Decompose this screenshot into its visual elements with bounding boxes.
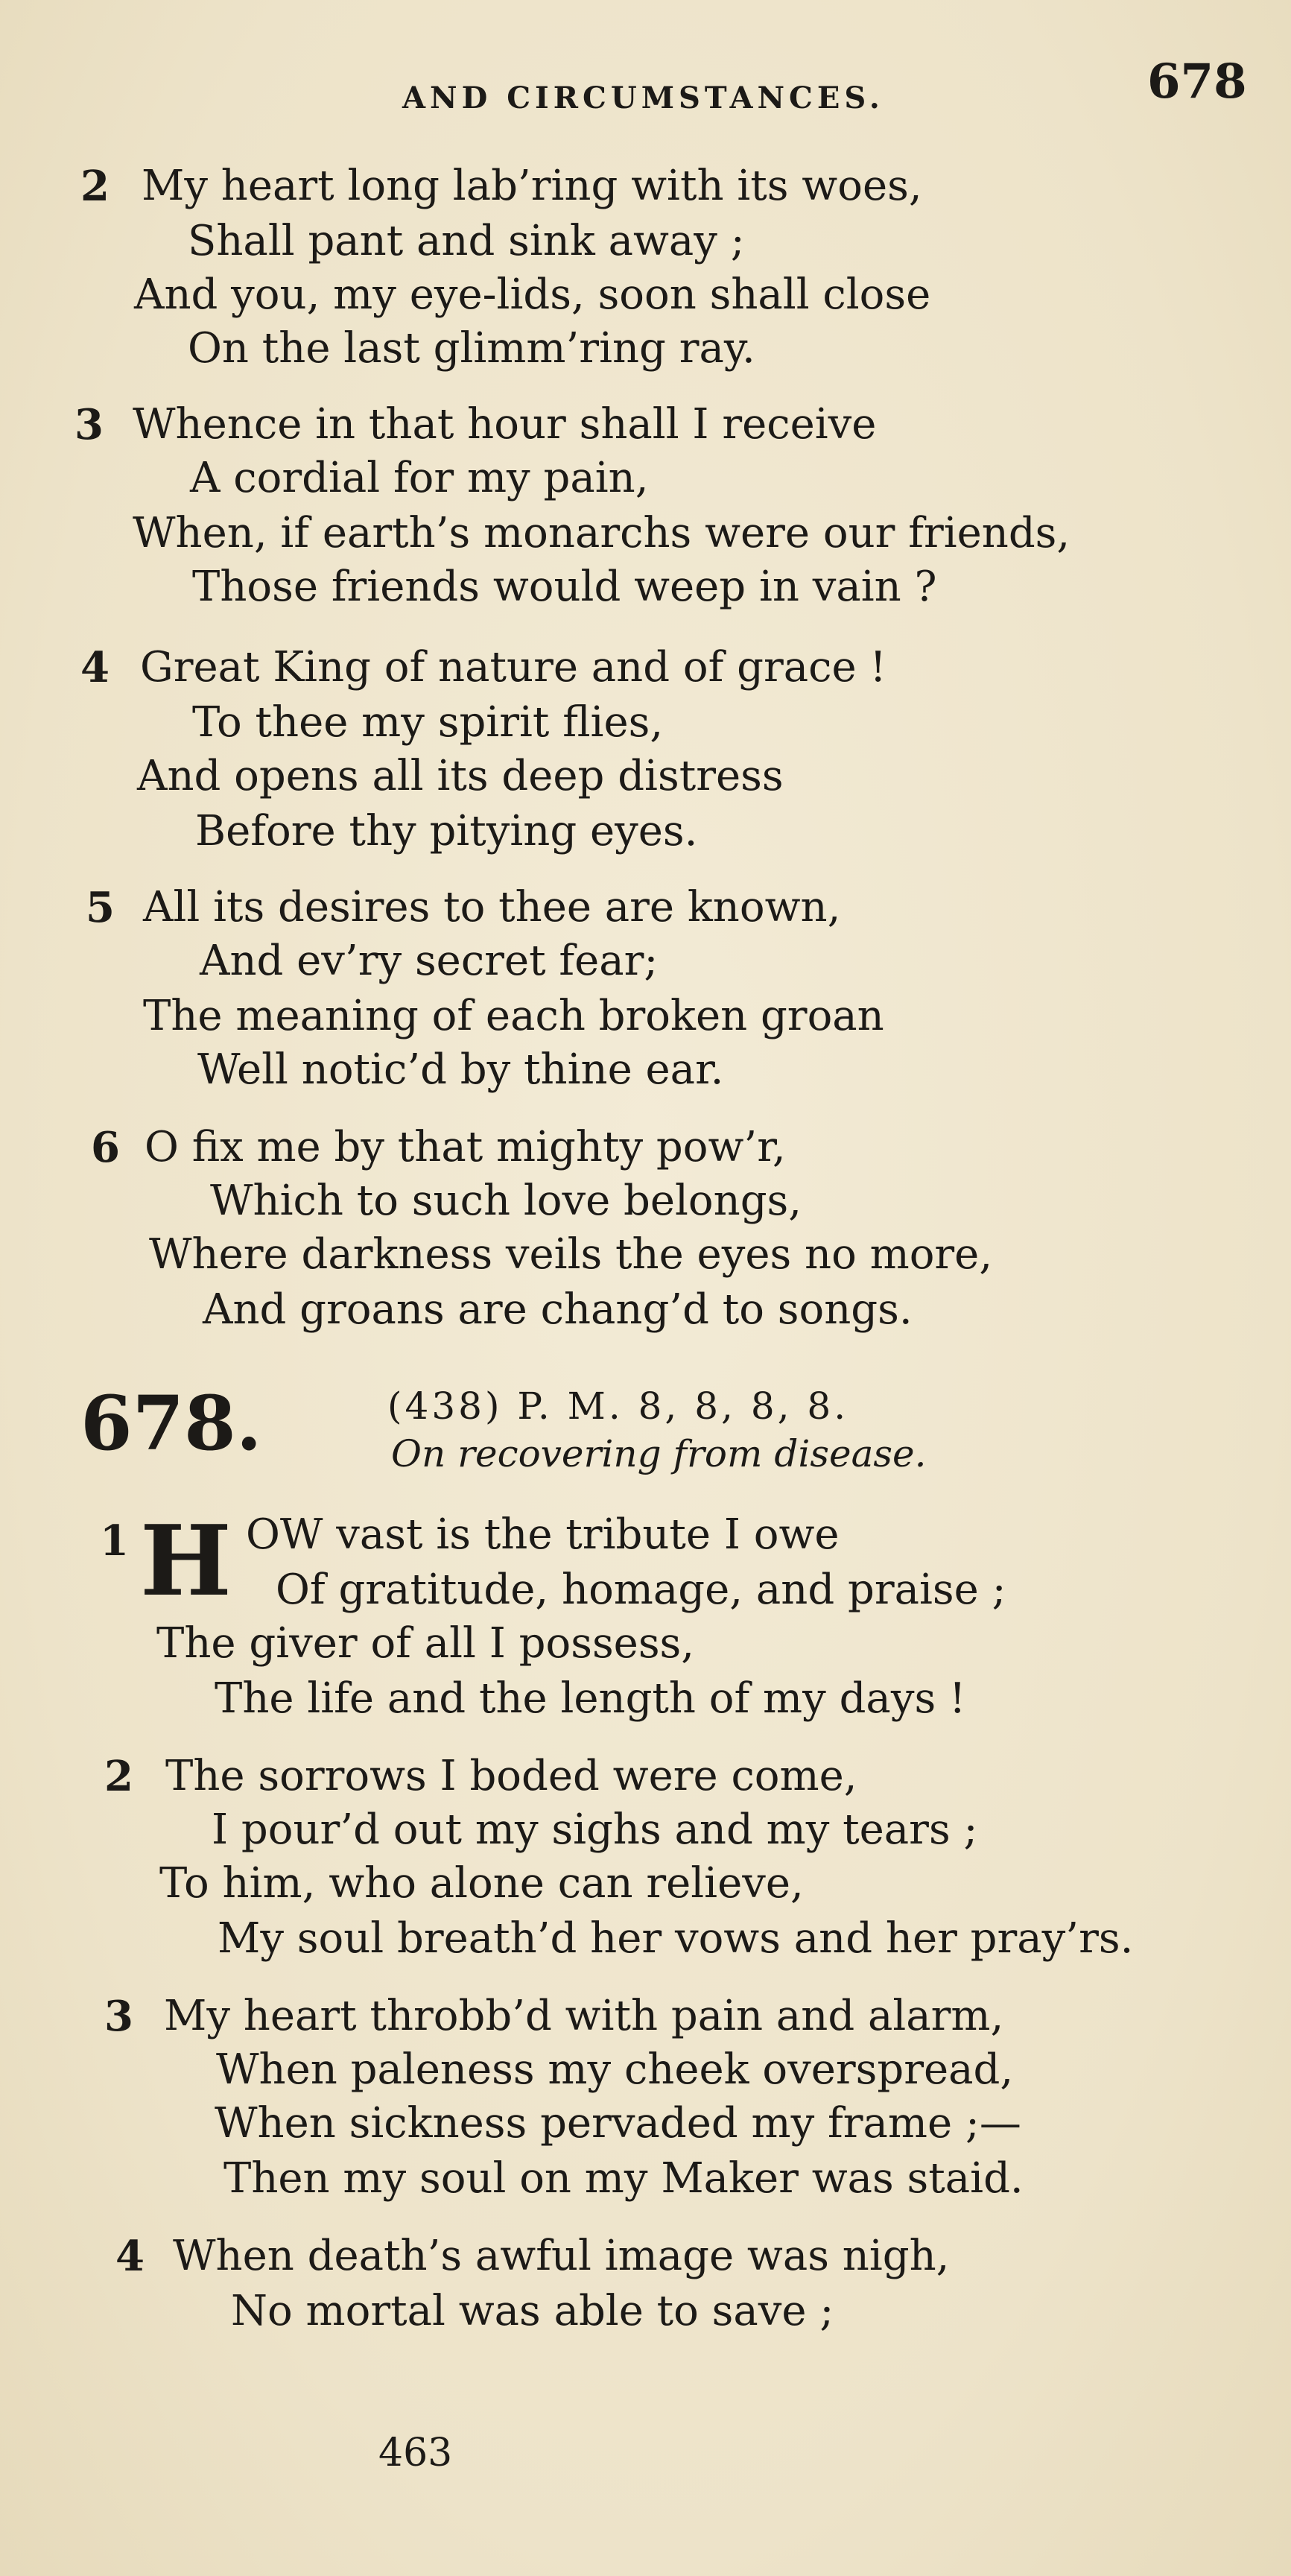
verse-line: And ev’ry secret fear; bbox=[200, 937, 659, 985]
verse-line: And you, my eye-lids, soon shall close bbox=[134, 270, 931, 319]
verse-line: My soul breath’d her vows and her pray’rs. bbox=[218, 1914, 1134, 1963]
verse-line: I pour’d out my sighs and my tears ; bbox=[212, 1806, 978, 1854]
verse-line: O fix me by that mighty pow’r, bbox=[145, 1123, 786, 1171]
signature-mark: 463 bbox=[378, 2431, 453, 2475]
verse-line: My heart throbb’d with pain and alarm, bbox=[164, 1992, 1004, 2040]
verse-line: Before thy pitying eyes. bbox=[195, 807, 698, 855]
verse-line: No mortal was able to save ; bbox=[231, 2287, 834, 2335]
verse-line: Of gratitude, homage, and praise ; bbox=[276, 1566, 1006, 1614]
stanza-number: 5 bbox=[86, 883, 115, 932]
page-number: 678 bbox=[1147, 54, 1247, 110]
stanza-number: 4 bbox=[80, 643, 110, 692]
verse-line: On the last glimm’ring ray. bbox=[188, 324, 755, 373]
drop-cap: H bbox=[140, 1504, 232, 1618]
running-title: AND CIRCUMSTANCES. bbox=[402, 80, 884, 115]
hymn-subtitle: On recovering from disease. bbox=[391, 1432, 927, 1475]
hymn-number: 678. bbox=[80, 1379, 262, 1467]
verse-line: A cordial for my pain, bbox=[190, 454, 649, 502]
verse-line: The giver of all I possess, bbox=[156, 1619, 695, 1668]
verse-line: When death’s awful image was nigh, bbox=[173, 2232, 950, 2280]
verse-line: The meaning of each broken groan bbox=[143, 992, 884, 1040]
verse-line: Which to such love belongs, bbox=[210, 1177, 802, 1225]
verse-line: Well notic’d by thine ear. bbox=[197, 1045, 724, 1094]
verse-line: Those friends would weep in vain ? bbox=[192, 563, 937, 611]
stanza-number: 2 bbox=[80, 162, 110, 211]
verse-line: Then my soul on my Maker was staid. bbox=[223, 2154, 1024, 2203]
verse-line: When paleness my cheek overspread, bbox=[216, 2045, 1014, 2094]
verse-line: Shall pant and sink away ; bbox=[188, 217, 745, 265]
verse-line: The life and the length of my days ! bbox=[215, 1674, 966, 1723]
stanza-number: 3 bbox=[74, 400, 104, 449]
verse-line: OW vast is the tribute I owe bbox=[246, 1510, 840, 1559]
verse-line: Whence in that hour shall I receive bbox=[133, 400, 877, 449]
verse-line: My heart long lab’ring with its woes, bbox=[142, 162, 922, 210]
verse-line: To him, who alone can relieve, bbox=[159, 1859, 804, 1908]
verse-line: When sickness pervaded my frame ;— bbox=[215, 2099, 1021, 2148]
stanza-number: 1 bbox=[100, 1516, 129, 1566]
hymn-meter: (438) P. M. 8, 8, 8, 8. bbox=[387, 1384, 849, 1428]
verse-line: And groans are chang’d to songs. bbox=[203, 1285, 913, 1334]
verse-line: Where darkness veils the eyes no more, bbox=[149, 1230, 993, 1279]
stanza-number: 6 bbox=[91, 1123, 120, 1172]
stanza-number: 3 bbox=[104, 1992, 133, 2041]
verse-line: The sorrows I boded were come, bbox=[165, 1752, 857, 1800]
verse-line: And opens all its deep distress bbox=[137, 752, 784, 800]
verse-line: All its desires to thee are known, bbox=[143, 883, 841, 931]
verse-line: Great King of nature and of grace ! bbox=[140, 643, 886, 692]
stanza-number: 2 bbox=[104, 1752, 133, 1801]
stanza-number: 4 bbox=[115, 2232, 145, 2281]
verse-line: To thee my spirit flies, bbox=[192, 698, 664, 747]
verse-line: When, if earth’s monarchs were our friends, bbox=[133, 509, 1070, 557]
